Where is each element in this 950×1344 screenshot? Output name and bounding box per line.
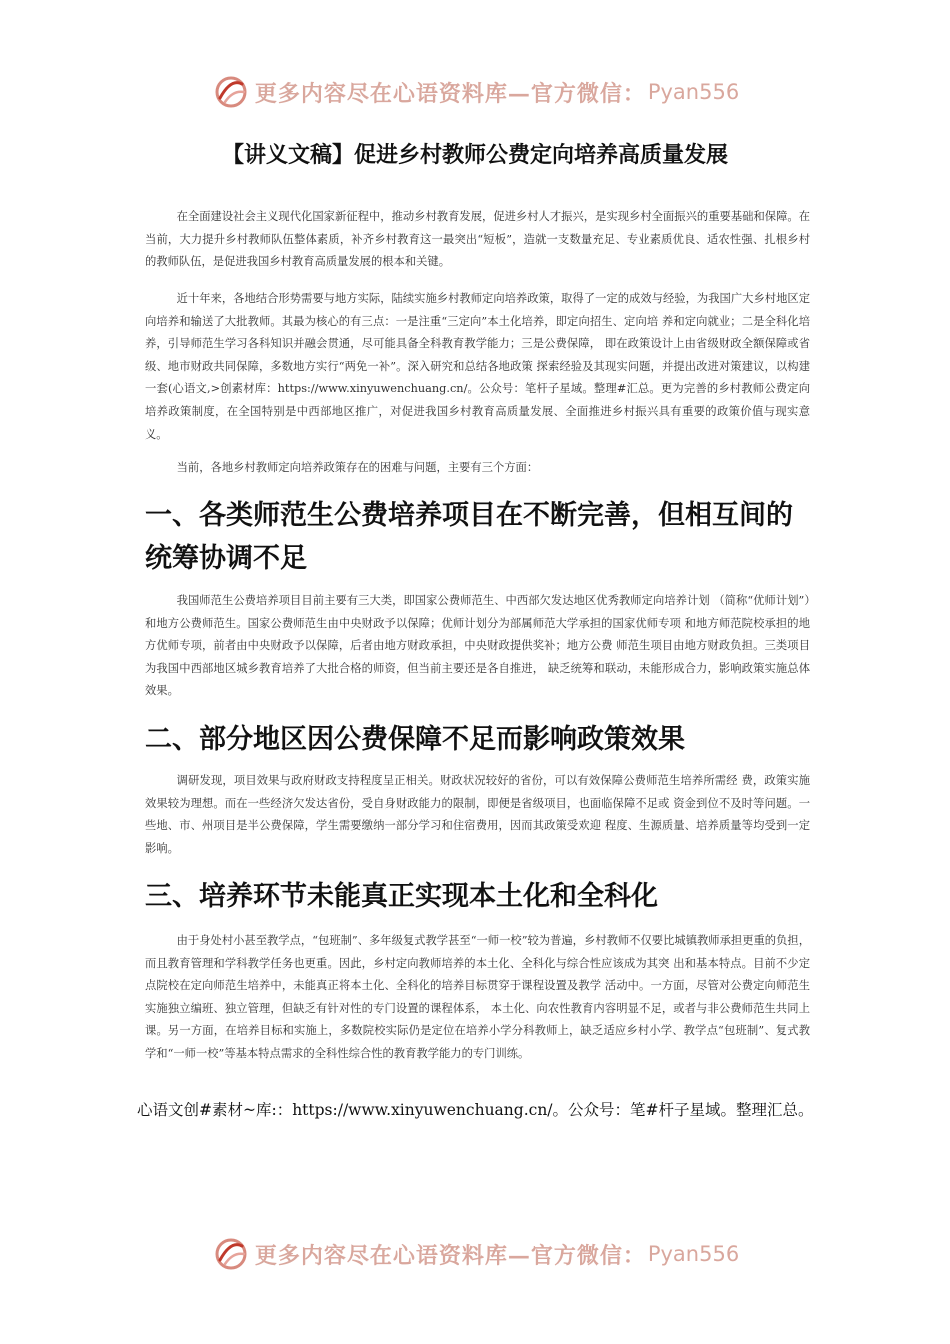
paragraph-1: 在全面建设社会主义现代化国家新征程中，推动乡村教育发展，促进乡村人才振兴，是实现乡村全面振兴的重要基础和保障。在当前，大力提升乡村教师队伍整体素质，补齐乡村教育这一最突出“短板”，造就一支数量充足、专业素质优良、适农性强、扎根乡村的教师队伍，是促进我国乡村教育高质量发展的根本和关键。 bbox=[145, 210, 810, 269]
header-watermark-banner bbox=[0, 70, 950, 114]
document-title: 【讲义文稿】促进乡村教师公费定向培养高质量发展 bbox=[221, 143, 728, 168]
problems-intro-section bbox=[145, 457, 810, 480]
intro-section bbox=[145, 206, 810, 274]
paragraph-3: 当前，各地乡村教师定向培养政策存在的困难与问题，主要有三个方面： bbox=[176, 461, 539, 474]
logo-icon bbox=[211, 72, 251, 112]
section-1-body bbox=[145, 590, 810, 703]
section-2 bbox=[145, 718, 810, 761]
banner-text: 更多内容尽在心语资料库—官方微信： bbox=[254, 1242, 646, 1269]
section-heading-3: 三、培养环节未能真正实现本土化和全科化 bbox=[145, 881, 658, 912]
paragraph-2: 近十年来，各地结合形势需要与地方实际，陆续实施乡村教师定向培养政策，取得了一定的成效与经验，为我国广大乡村地区定向培养和输送了大批教师。其最为核心的有三点：一是注重“三定向”本土化培养，即定向招生、定向培 养和定向就业；二是全科化培养，引导师范生学习各科知识并融会贯通，尽可能具备全科教育教学能力；三是公费保障， 即在政策设计上由省级财政全额保障或省级、地市财政共同保障，多数地方实行“两免一补”。深入研究和总结各地政策 探索经验及其现实问题，并提出改进对策建议，以构建一套(心语文,>创素材库：https://www.xinyuwenchuang.cn/。公众号：笔杆子星域。整理#汇总。更为完善的乡村教师公费定向培养政策制度，在全国特别是中西部地区推广，对促进我国乡村教育高质量发展、全面推进乡村振兴具有重要的政策价值与现实意义。 bbox=[145, 292, 810, 441]
banner-wechat-id: Pyan556 bbox=[647, 1242, 740, 1266]
section-heading-1: 一、各类师范生公费培养项目在不断完善，但相互间的统筹协调不足 bbox=[145, 500, 793, 574]
section-1 bbox=[145, 494, 810, 580]
footer-watermark-banner bbox=[0, 1232, 950, 1276]
logo-icon bbox=[211, 1234, 251, 1274]
section-3-body bbox=[145, 930, 810, 1066]
section-3 bbox=[145, 875, 810, 918]
paragraph-4: 我国师范生公费培养项目目前主要有三大类，即国家公费师范生、中西部欠发达地区优秀教师定向培养计划 （简称“优师计划”）和地方公费师范生。国家公费师范生由中央财政予以保障；优师计划分为部属师范大学承担的国家优师专项 和地方师范院校承担的地方优师专项，前者由中央财政予以保障，后者由地方财政承担，中央财政提供奖补；地方公费 师范生项目由地方财政负担。三类项目为我国中西部地区城乡教育培养了大批合格的师资，但当前主要还是各自推进， 缺乏统筹和联动，未能形成合力，影响政策实施总体效果。 bbox=[145, 594, 810, 698]
paragraph-6: 由于身处村小甚至教学点，“包班制”、多年级复式教学甚至“一师一校”较为普遍，乡村教师不仅要比城镇教师承担更重的负担，而且教育管理和学科教学任务也更重。因此，乡村定向教师培养的本土化、全科化与综合性应该成为其突 出和基本特点。目前不少定点院校在定向师范生培养中，未能真正将本土化、全科化的培养目标贯穿于课程设置及教学 活动中。一方面，尽管对公费定向师范生实施独立编班、独立管理，但缺乏有针对性的专门设置的课程体系， 本土化、向农性教育内容明显不足，或者与非公费师范生共同上课。另一方面，在培养目标和实施上，多数院校实际仍是定位在培养小学分科教师上，缺乏适应乡村小学、教学点“包班制”、复式教学和“一师一校”等基本特点需求的全科性综合性的教育教学能力的专门训练。 bbox=[145, 934, 810, 1060]
overview-section bbox=[145, 288, 810, 446]
paragraph-5: 调研发现，项目效果与政府财政支持程度呈正相关。财政状况较好的省份，可以有效保障公费师范生培养所需经 费，政策实施效果较为理想。而在一些经济欠发达省份，受自身财政能力的限制，即便是省级项目，也面临保障不足或 资金到位不及时等问题。一些地、市、州项目是半公费保障，学生需要缴纳一部分学习和住宿费用，因而其政策受欢迎 程度、生源质量、培养质量等均受到一定影响。 bbox=[145, 774, 810, 855]
banner-wechat-id: Pyan556 bbox=[647, 80, 740, 104]
section-heading-2: 二、部分地区因公费保障不足而影响政策效果 bbox=[145, 724, 685, 755]
banner-text: 更多内容尽在心语资料库—官方微信： bbox=[254, 80, 646, 107]
section-2-body bbox=[145, 770, 810, 860]
footer-source-note: 心语文创#素材~库:：https://www.xinyuwenchuang.cn/。公众号：笔#杆子星域。整理汇总。 bbox=[137, 1101, 814, 1119]
